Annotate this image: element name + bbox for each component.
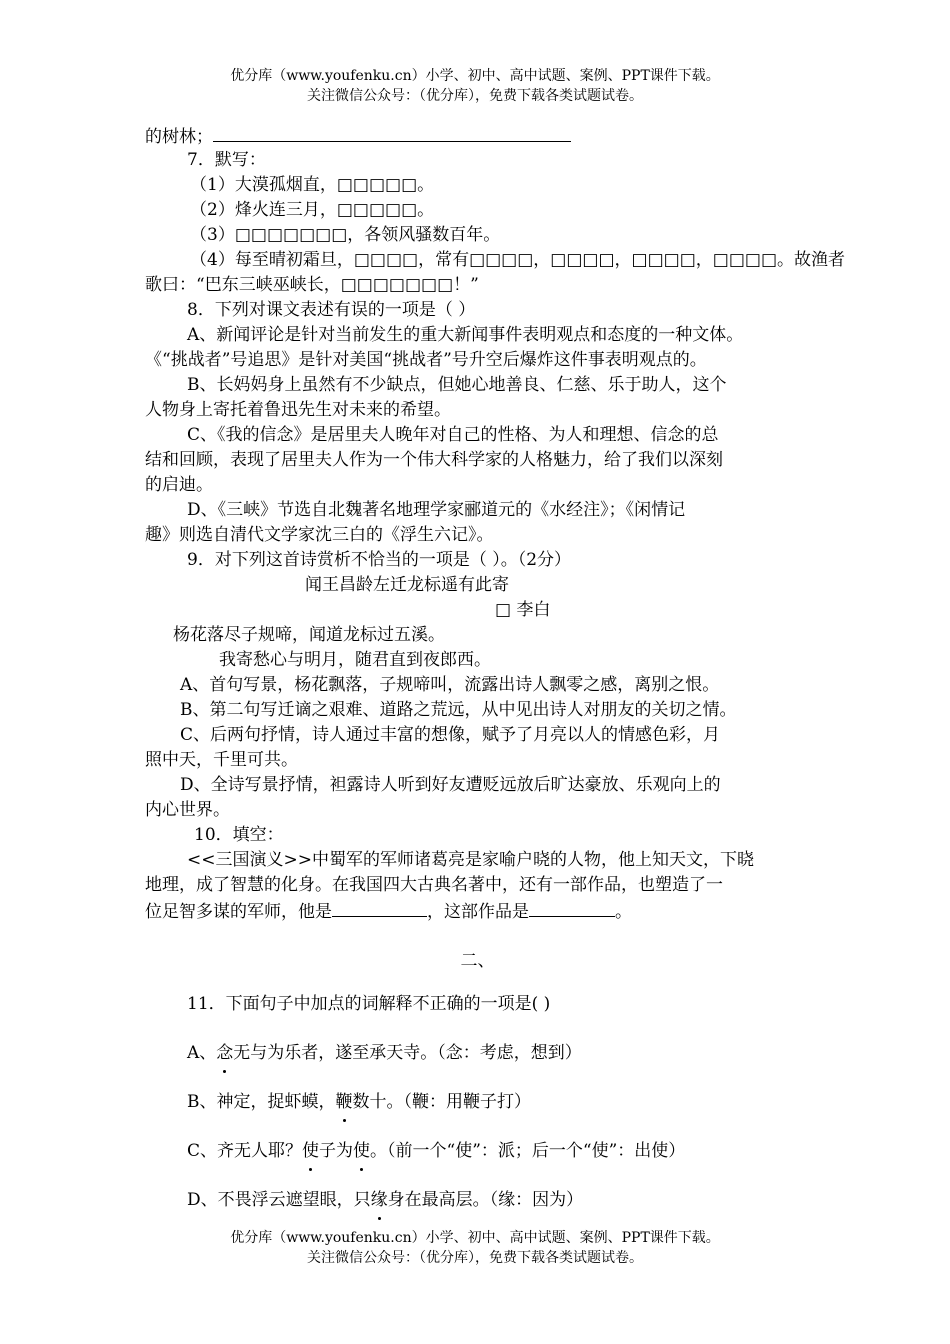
footer-line-1: 优分库（www.youfenku.cn）小学、初中、高中试题、案例、PPT课件下载。 bbox=[230, 1230, 720, 1246]
q9-option-a: A、首句写景，杨花飘落，子规啼叫，流露出诗人飘零之感，离别之恨。 bbox=[180, 675, 720, 695]
q10-line-3 bbox=[145, 898, 810, 923]
q8-title: 8．下列对课文表述有误的一项是（ ） bbox=[187, 300, 476, 320]
q11-option-a bbox=[145, 1041, 810, 1066]
q11-c-rest: 。（前一个“使”：派；后一个“使”：出使） bbox=[370, 1141, 686, 1161]
q11-c-middle: 子为 bbox=[319, 1141, 354, 1161]
q11-b-rest: 数十。（鞭：用鞭子打） bbox=[352, 1092, 531, 1112]
q8-option-a-line-2: 《“挑战者”号追思》是针对美国“挑战者”号升空后爆炸这件事表明观点的。 bbox=[145, 350, 707, 370]
q9-option-c-line-2: 照中天，千里可共。 bbox=[145, 750, 298, 770]
q9-poem-line-1: 杨花落尽子规啼，闻道龙标过五溪。 bbox=[173, 625, 445, 645]
q8-option-b-line-1: B、长妈妈身上虽然有不少缺点，但她心地善良、仁慈、乐于助人，这个 bbox=[187, 375, 727, 395]
q8-option-a-line-1: A、新闻评论是针对当前发生的重大新闻事件表明观点和态度的一种文体。 bbox=[187, 325, 744, 345]
q11-title: 11．下面句子中加点的词解释不正确的一项是( ) bbox=[187, 994, 551, 1014]
q7-line-5: 歌曰：“巴东三峡巫峡长，□□□□□□□！” bbox=[145, 275, 479, 295]
q11-d-rest: 身在最高层。（缘：因为） bbox=[387, 1190, 584, 1210]
q8-option-c-line-1: C、《我的信念》是居里夫人晚年对自己的性格、为人和理想、信念的总 bbox=[187, 425, 719, 445]
document-body bbox=[145, 123, 846, 1213]
q6-tail bbox=[145, 123, 810, 148]
header-line-2: 关注微信公众号：（优分库），免费下载各类试题试卷。 bbox=[307, 88, 643, 104]
q11-option-b bbox=[145, 1090, 810, 1115]
q9-option-d-line-2: 内心世界。 bbox=[145, 800, 230, 820]
q8-option-c-line-2: 结和回顾，表现了居里夫人作为一个伟大科学家的人格魅力，给了我们以深刻 bbox=[145, 450, 723, 470]
q8-option-c-line-3: 的启迪。 bbox=[145, 475, 213, 495]
q10-title: 10．填空： bbox=[194, 825, 284, 845]
q10-line-3-text-c: 。 bbox=[615, 902, 632, 922]
q9-poem-title: 闻王昌龄左迁龙标遥有此寄 bbox=[305, 575, 509, 595]
q9-option-b: B、第二句写迁谪之艰难、道路之荒远，从中见出诗人对朋友的关切之情。 bbox=[180, 700, 737, 720]
section-heading: 二、 bbox=[460, 951, 495, 971]
footer-line-2: 关注微信公众号：（优分库），免费下载各类试题试卷。 bbox=[307, 1250, 643, 1266]
q10-line-3-text-a: 位足智多谋的军师，他是 bbox=[145, 902, 332, 922]
q8-option-d-line-2: 趣》则选自清代文学家沈三白的《浮生六记》。 bbox=[145, 525, 494, 545]
q9-poem-author: □ 李白 bbox=[495, 600, 551, 620]
q10-line-3-text-b: ，这部作品是 bbox=[427, 902, 529, 922]
q11-a-dotted-word: 念 bbox=[216, 1041, 233, 1066]
q8-option-d-line-1: D、《三峡》节选自北魏著名地理学家郦道元的《水经注》；《闲情记 bbox=[187, 500, 686, 520]
q11-a-prefix: A、 bbox=[187, 1043, 217, 1063]
q7-line-3: （3）□□□□□□□，各领风骚数百年。 bbox=[190, 225, 501, 245]
q11-c-prefix: C、齐无人耶？ bbox=[187, 1141, 303, 1161]
q11-d-prefix: D、不畏浮云遮望眼，只 bbox=[187, 1190, 371, 1210]
q10-line-2: 地理，成了智慧的化身。在我国四大古典名著中，还有一部作品，也塑造了一 bbox=[145, 875, 723, 895]
q11-option-d bbox=[145, 1188, 810, 1213]
q11-c-dotted-word-2: 使 bbox=[353, 1139, 370, 1164]
q7-line-4: （4）每至晴初霜旦，□□□□，常有□□□□，□□□□，□□□□，□□□□。故渔者 bbox=[190, 250, 846, 270]
q11-c-dotted-word-1: 使 bbox=[302, 1139, 319, 1164]
q11-option-c bbox=[145, 1139, 810, 1164]
q11-a-rest: 无与为乐者，遂至承天寺。（念：考虑，想到） bbox=[233, 1043, 582, 1063]
answer-blank bbox=[213, 123, 571, 142]
q7-line-1: （1）大漠孤烟直，□□□□□。 bbox=[190, 175, 435, 195]
q10-line-1: <<三国演义>>中蜀军的军师诸葛亮是家喻户晓的人物，他上知天文，下晓 bbox=[187, 850, 754, 870]
q7-line-2: （2）烽火连三月，□□□□□。 bbox=[190, 200, 435, 220]
q6-tail-text: 的树林； bbox=[145, 127, 213, 147]
q11-b-prefix: B、神定，捉虾蟆， bbox=[187, 1092, 336, 1112]
q9-title: 9．对下列这首诗赏析不恰当的一项是（ ）。（2分） bbox=[187, 550, 572, 570]
q9-option-c-line-1: C、后两句抒情，诗人通过丰富的想像，赋予了月亮以人的情感色彩，月 bbox=[180, 725, 721, 745]
q11-d-dotted-word: 缘 bbox=[371, 1188, 388, 1213]
page-header bbox=[0, 66, 950, 106]
answer-blank-strategist bbox=[332, 898, 427, 917]
q11-b-dotted-word: 鞭 bbox=[336, 1090, 353, 1115]
q7-title: 7．默写： bbox=[187, 150, 266, 170]
q8-option-b-line-2: 人物身上寄托着鲁迅先生对未来的希望。 bbox=[145, 400, 451, 420]
answer-blank-work bbox=[529, 898, 615, 917]
q9-poem-line-2: 我寄愁心与明月，随君直到夜郎西。 bbox=[219, 650, 491, 670]
q9-option-d-line-1: D、全诗写景抒情，袒露诗人听到好友遭贬远放后旷达豪放、乐观向上的 bbox=[180, 775, 721, 795]
header-line-1: 优分库（www.youfenku.cn）小学、初中、高中试题、案例、PPT课件下载。 bbox=[230, 68, 720, 84]
page-footer bbox=[0, 1228, 950, 1268]
